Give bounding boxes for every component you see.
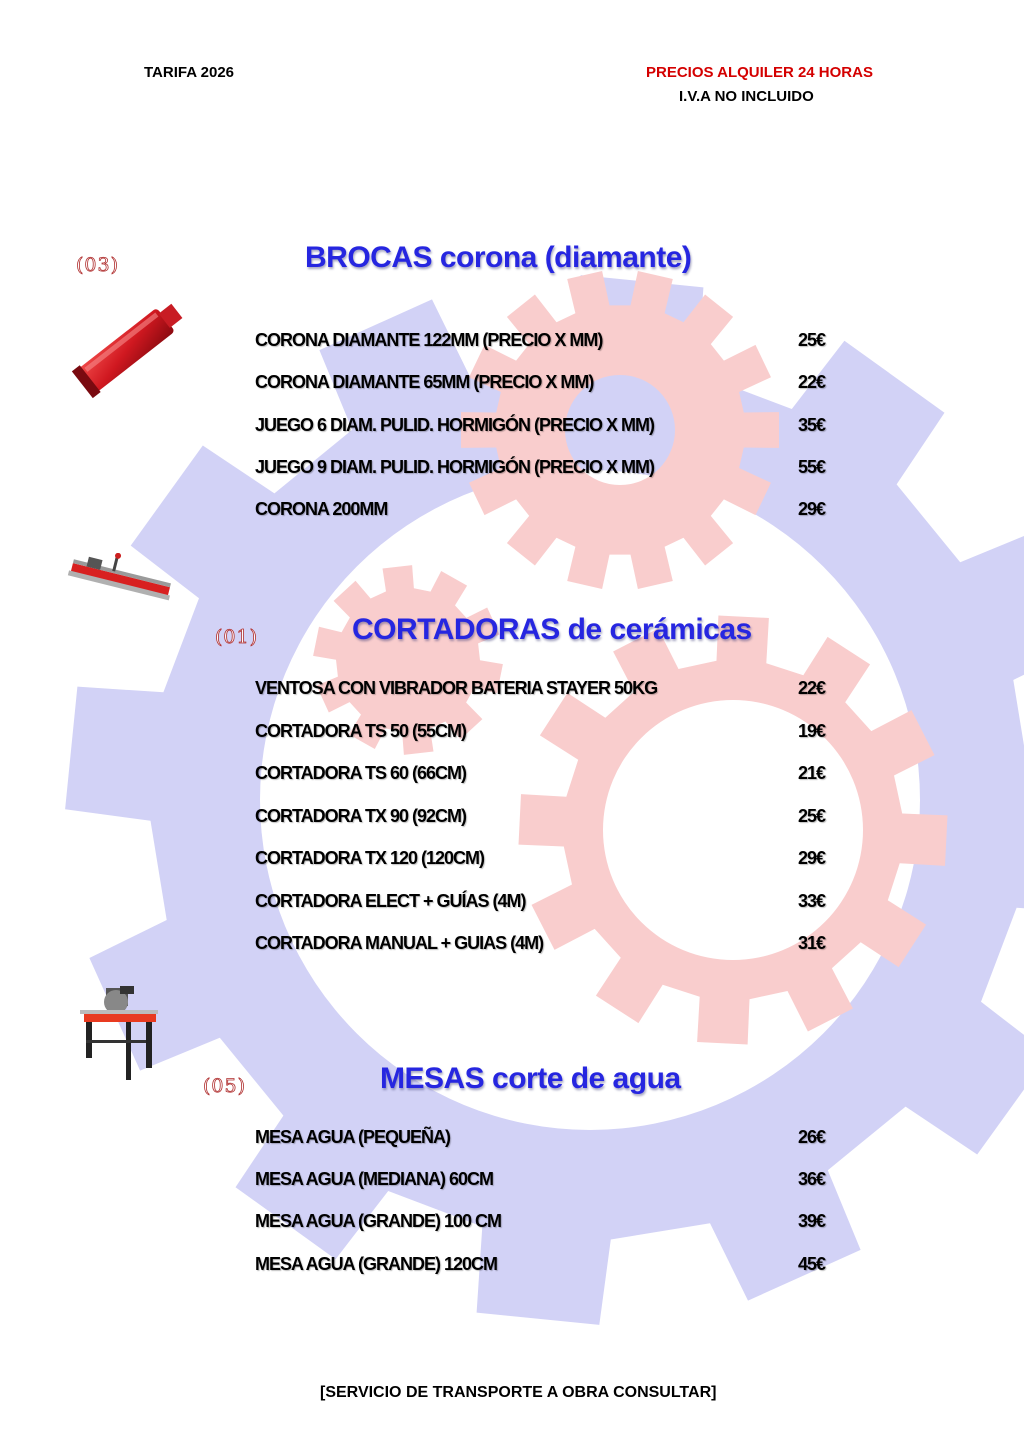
tile-cutter-image <box>64 553 176 609</box>
rental-prices-heading: PRECIOS ALQUILER 24 HORAS <box>646 64 873 81</box>
section-number: (01) <box>215 626 259 648</box>
list-item: CORONA 200MM 29€ <box>255 499 825 519</box>
list-item: CORTADORA ELECT + GUÍAS (4M) 33€ <box>255 891 825 911</box>
section-number: (05) <box>203 1075 247 1097</box>
tariff-year: TARIFA 2026 <box>144 64 235 81</box>
transport-note: [SERVICIO DE TRANSPORTE A OBRA CONSULTAR] <box>320 1384 717 1401</box>
list-item: CORTADORA TS 50 (55CM) 19€ <box>255 721 825 741</box>
core-drill-bit-image <box>66 288 196 408</box>
list-item: MESA AGUA (GRANDE) 100 CM 39€ <box>255 1211 825 1231</box>
section-number: (03) <box>76 254 120 276</box>
section-title-cortadoras: CORTADORAS de cerámicas <box>352 613 752 646</box>
section-title-mesas: MESAS corte de agua <box>380 1062 681 1095</box>
list-item: MESA AGUA (MEDIANA) 60CM 36€ <box>255 1169 825 1189</box>
section-title-brocas: BROCAS corona (diamante) <box>305 241 692 274</box>
list-item: MESA AGUA (PEQUEÑA) 26€ <box>255 1127 825 1147</box>
list-item: CORTADORA MANUAL + GUIAS (4M) 31€ <box>255 933 825 953</box>
wet-saw-table-image <box>76 982 160 1082</box>
list-item: MESA AGUA (GRANDE) 120CM 45€ <box>255 1254 825 1274</box>
list-item: JUEGO 6 DIAM. PULID. HORMIGÓN (PRECIO X MM) 35€ <box>255 415 825 435</box>
list-item: CORTADORA TX 90 (92CM) 25€ <box>255 806 825 826</box>
list-item: CORTADORA TX 120 (120CM) 29€ <box>255 848 825 868</box>
list-item: CORONA DIAMANTE 122MM (PRECIO X MM) 25€ <box>255 330 825 350</box>
list-item: CORTADORA TS 60 (66CM) 21€ <box>255 763 825 783</box>
vat-note: I.V.A NO INCLUIDO <box>679 88 814 105</box>
list-item: CORONA DIAMANTE 65MM (PRECIO X MM) 22€ <box>255 372 825 392</box>
list-item: VENTOSA CON VIBRADOR BATERIA STAYER 50KG 22€ <box>255 678 825 698</box>
list-item: JUEGO 9 DIAM. PULID. HORMIGÓN (PRECIO X MM) 55€ <box>255 457 825 477</box>
